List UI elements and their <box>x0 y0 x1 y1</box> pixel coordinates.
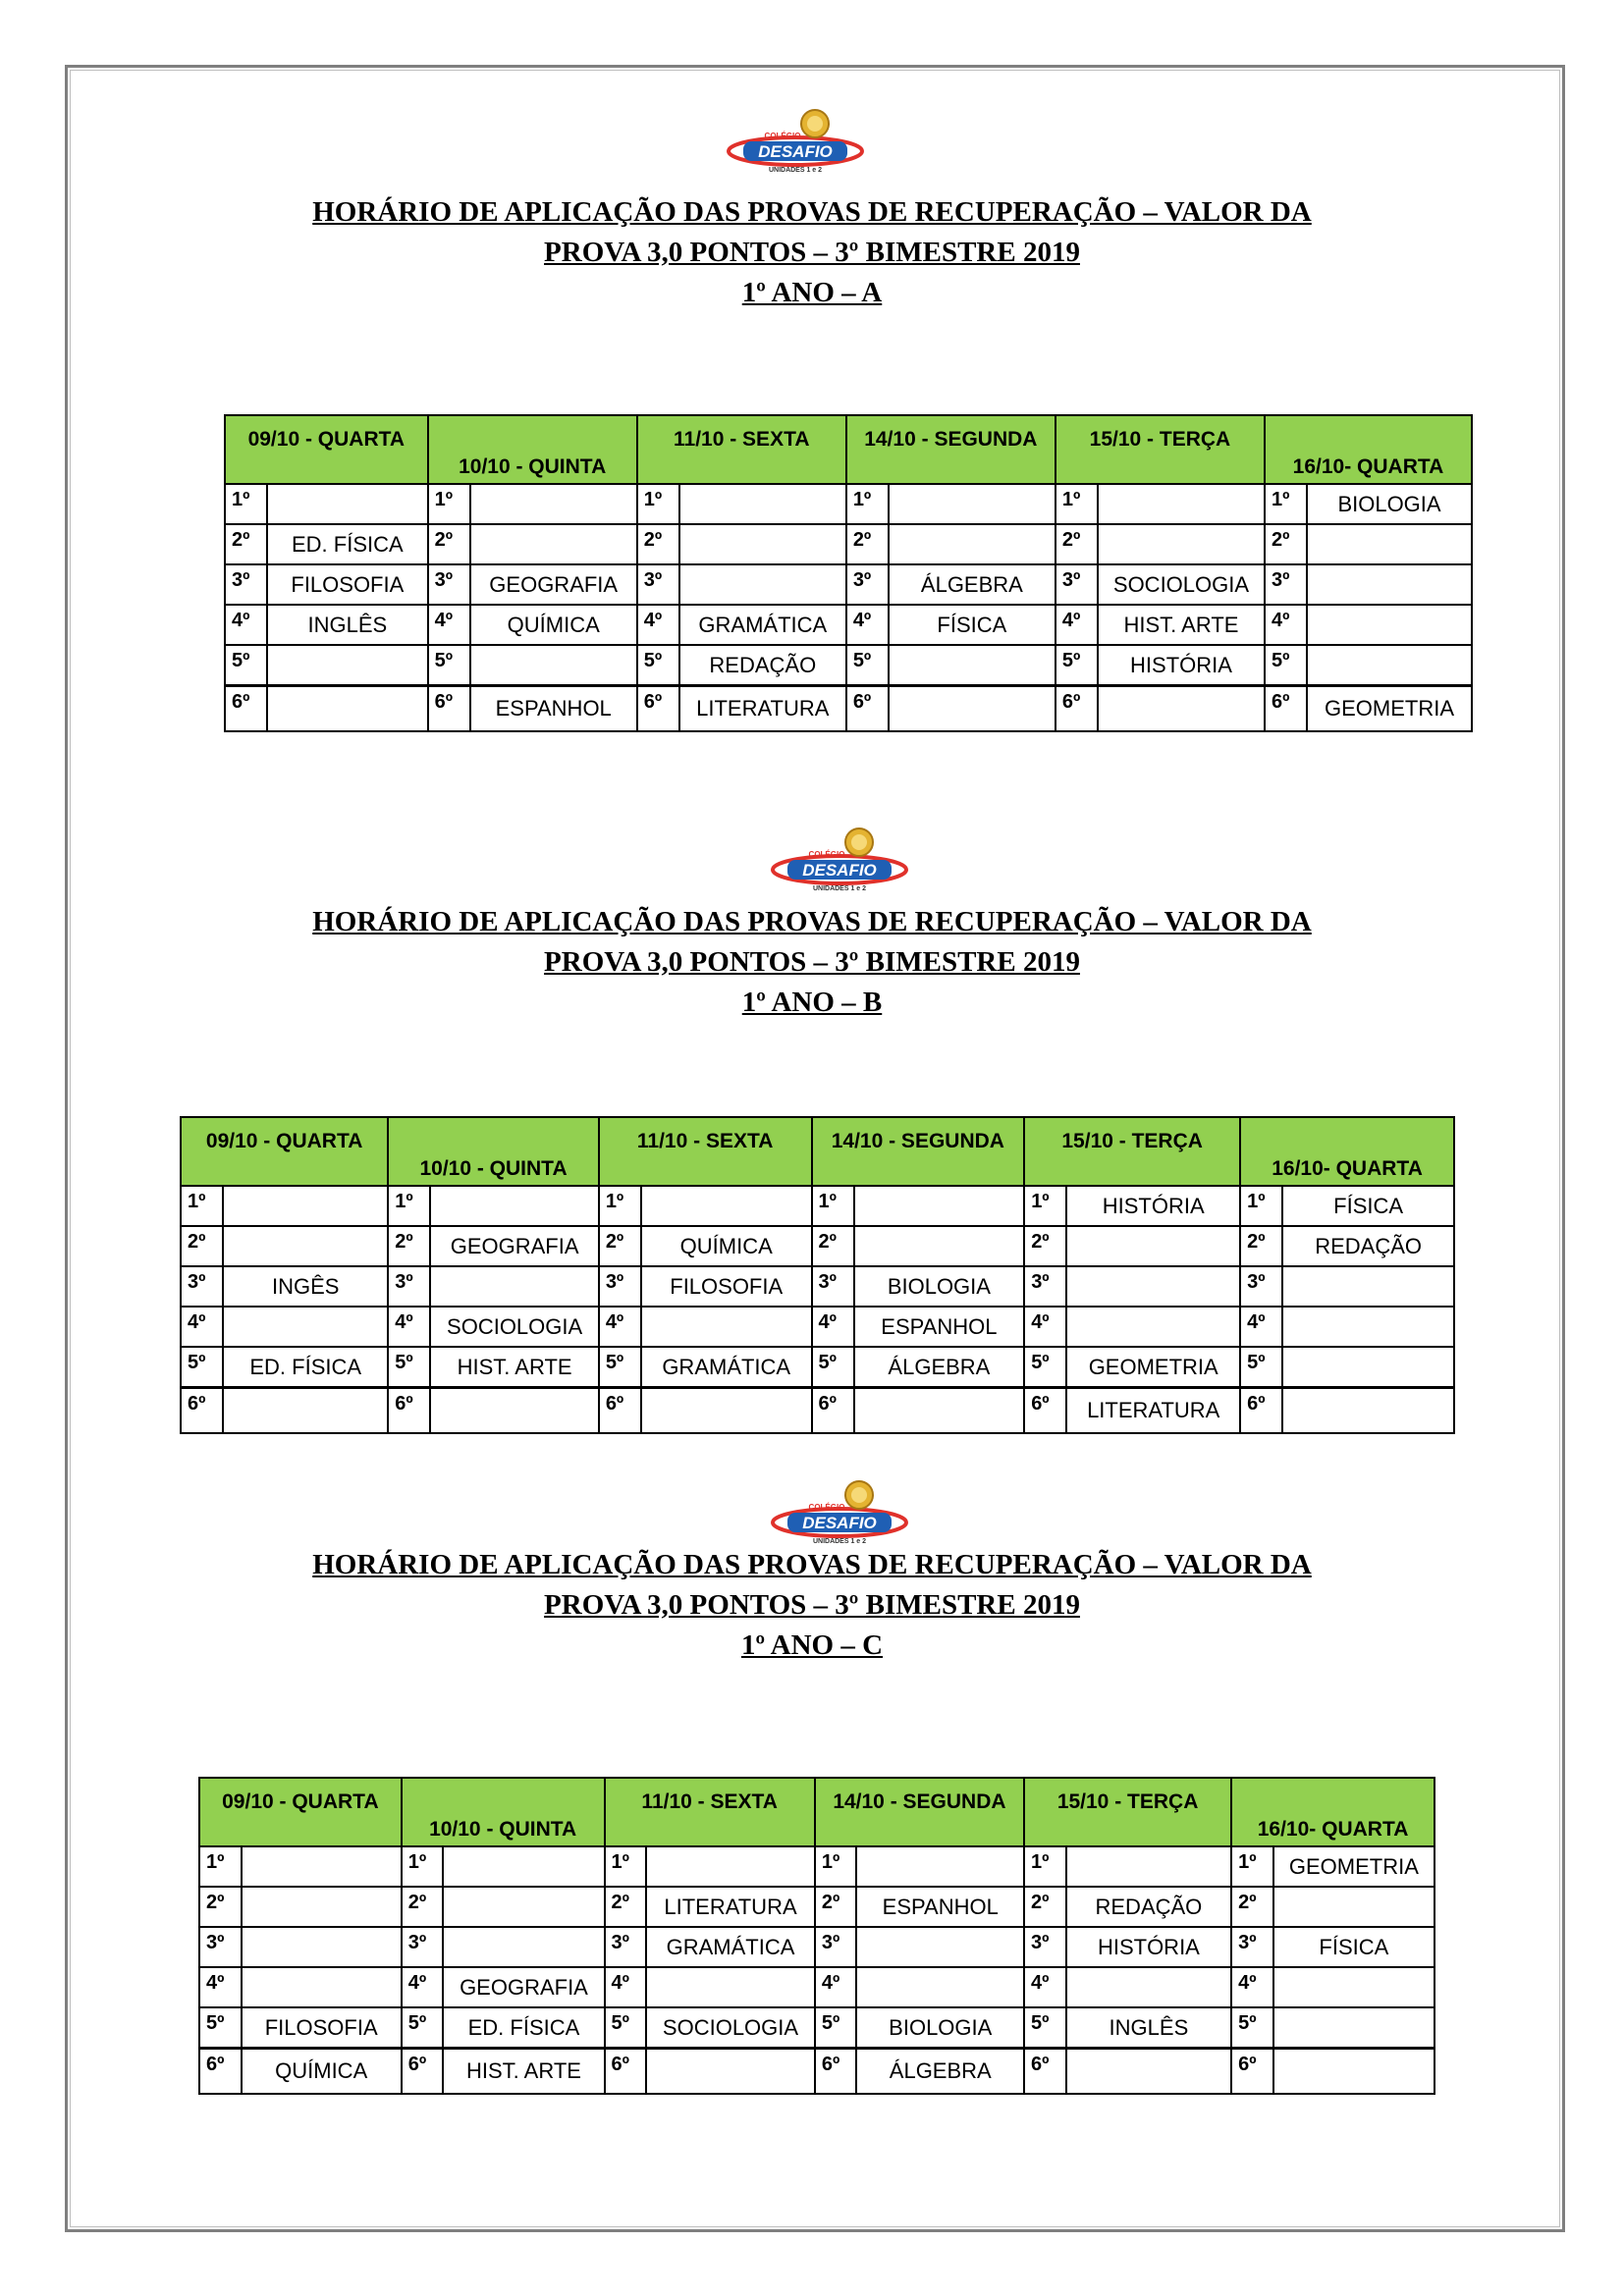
subject-cell: ÁLGEBRA <box>854 1347 1025 1388</box>
subject-cell: REDAÇÃO <box>1282 1226 1454 1266</box>
subject-cell <box>1307 524 1472 564</box>
subject-cell <box>889 484 1056 524</box>
period-number: 1º <box>846 484 889 524</box>
title-line-2: PROVA 3,0 PONTOS – 3º BIMESTRE 2019 <box>544 946 1080 978</box>
logo-brand-text: DESAFIO <box>802 1514 877 1532</box>
period-number: 1º <box>599 1186 641 1226</box>
day-header: 11/10 - SEXTA <box>637 415 846 484</box>
subject-cell <box>267 484 428 524</box>
day-header: 11/10 - SEXTA <box>605 1778 815 1846</box>
subject-cell <box>443 1887 604 1927</box>
subject-cell <box>1098 484 1265 524</box>
period-number: 1º <box>1240 1186 1282 1226</box>
table-row <box>181 1347 1454 1388</box>
period-number: 5º <box>428 645 470 686</box>
subject-cell <box>1282 1388 1454 1434</box>
period-number: 4º <box>1265 605 1307 645</box>
subject-cell <box>1282 1307 1454 1347</box>
period-number: 5º <box>637 645 679 686</box>
subject-cell: BIOLOGIA <box>856 2007 1024 2049</box>
subject-cell <box>443 1927 604 1967</box>
period-number: 1º <box>637 484 679 524</box>
subject-cell <box>856 1846 1024 1887</box>
logo-sub-text: UNIDADES 1 e 2 <box>812 885 867 892</box>
subject-cell <box>1066 1266 1240 1307</box>
subject-cell <box>889 524 1056 564</box>
subject-cell <box>1066 1307 1240 1347</box>
table-row <box>225 484 1472 524</box>
period-number: 1º <box>1056 484 1098 524</box>
subject-cell: HIST. ARTE <box>443 2049 604 2095</box>
period-number: 5º <box>1265 645 1307 686</box>
subject-cell <box>1066 1226 1240 1266</box>
period-number: 3º <box>1231 1927 1273 1967</box>
period-number: 5º <box>1024 1347 1066 1388</box>
period-number: 2º <box>225 524 267 564</box>
school-logo <box>722 106 869 175</box>
subject-cell <box>1098 686 1265 732</box>
subject-cell: HIST. ARTE <box>1098 605 1265 645</box>
table-row <box>225 564 1472 605</box>
period-number: 6º <box>225 686 267 732</box>
table-row <box>181 1186 1454 1226</box>
subject-cell: GEOMETRIA <box>1307 686 1472 732</box>
subject-cell: HISTÓRIA <box>1098 645 1265 686</box>
subject-cell: HISTÓRIA <box>1066 1927 1231 1967</box>
schedule-table-1-ano-c <box>198 1777 1435 2095</box>
subject-cell: REDAÇÃO <box>679 645 846 686</box>
period-number: 3º <box>402 1927 444 1967</box>
period-number: 5º <box>1024 2007 1066 2049</box>
class-label: 1º ANO – C <box>740 1629 884 1661</box>
period-number: 4º <box>1056 605 1098 645</box>
subject-cell <box>470 484 637 524</box>
schedule-table-1-ano-a <box>224 414 1473 732</box>
subject-cell <box>856 1967 1024 2007</box>
subject-cell <box>854 1186 1025 1226</box>
logo-sub-text: UNIDADES 1 e 2 <box>812 1538 867 1545</box>
class-label: 1º ANO – B <box>741 987 883 1018</box>
period-number: 4º <box>428 605 470 645</box>
subject-cell <box>242 1887 402 1927</box>
title-line-2: PROVA 3,0 PONTOS – 3º BIMESTRE 2019 <box>544 237 1080 268</box>
header-row <box>225 415 1472 484</box>
subject-cell <box>641 1186 812 1226</box>
subject-cell <box>223 1226 388 1266</box>
subject-cell <box>242 1927 402 1967</box>
period-number: 1º <box>812 1186 854 1226</box>
period-number: 6º <box>402 2049 444 2095</box>
period-number: 3º <box>428 564 470 605</box>
subject-cell <box>470 524 637 564</box>
period-number: 5º <box>815 2007 857 2049</box>
subject-cell <box>646 2049 815 2095</box>
subject-cell <box>679 524 846 564</box>
period-number: 6º <box>199 2049 242 2095</box>
subject-cell <box>854 1226 1025 1266</box>
period-number: 6º <box>637 686 679 732</box>
period-number: 2º <box>428 524 470 564</box>
logo-top-text: COLÉGIO <box>808 1503 845 1512</box>
subject-cell: REDAÇÃO <box>1066 1887 1231 1927</box>
period-number: 6º <box>599 1388 641 1434</box>
subject-cell: FILOSOFIA <box>641 1266 812 1307</box>
period-number: 4º <box>815 1967 857 2007</box>
period-number: 5º <box>199 2007 242 2049</box>
day-header: 10/10 - QUINTA <box>388 1117 599 1186</box>
period-number: 4º <box>1231 1967 1273 2007</box>
period-number: 5º <box>402 2007 444 2049</box>
period-number: 3º <box>1024 1927 1066 1967</box>
day-header: 10/10 - QUINTA <box>402 1778 605 1846</box>
period-number: 3º <box>637 564 679 605</box>
subject-cell <box>223 1186 388 1226</box>
subject-cell: ÁLGEBRA <box>889 564 1056 605</box>
subject-cell: LITERATURA <box>1066 1388 1240 1434</box>
period-number: 6º <box>428 686 470 732</box>
subject-cell: ESPANHOL <box>856 1887 1024 1927</box>
class-label: 1º ANO – A <box>741 277 883 308</box>
period-number: 6º <box>388 1388 430 1434</box>
period-number: 3º <box>1240 1266 1282 1307</box>
period-number: 1º <box>428 484 470 524</box>
header-row <box>181 1117 1454 1186</box>
period-number: 6º <box>1024 2049 1066 2095</box>
period-number: 4º <box>637 605 679 645</box>
period-number: 5º <box>1240 1347 1282 1388</box>
logo-top-text: COLÉGIO <box>764 132 801 140</box>
period-number: 5º <box>812 1347 854 1388</box>
day-header: 14/10 - SEGUNDA <box>846 415 1056 484</box>
subject-cell: LITERATURA <box>646 1887 815 1927</box>
period-number: 5º <box>846 645 889 686</box>
period-number: 5º <box>605 2007 647 2049</box>
period-number: 5º <box>599 1347 641 1388</box>
period-number: 1º <box>1024 1846 1066 1887</box>
subject-cell: GEOGRAFIA <box>443 1967 604 2007</box>
subject-cell: SOCIOLOGIA <box>430 1307 598 1347</box>
period-number: 1º <box>181 1186 223 1226</box>
table-row <box>199 1927 1435 1967</box>
period-number: 1º <box>1024 1186 1066 1226</box>
subject-cell: FÍSICA <box>889 605 1056 645</box>
period-number: 3º <box>1265 564 1307 605</box>
subject-cell <box>267 686 428 732</box>
subject-cell <box>1307 564 1472 605</box>
period-number: 2º <box>1265 524 1307 564</box>
subject-cell <box>1307 605 1472 645</box>
period-number: 6º <box>1240 1388 1282 1434</box>
subject-cell: GEOGRAFIA <box>470 564 637 605</box>
period-number: 4º <box>605 1967 647 2007</box>
school-logo <box>766 825 913 893</box>
period-number: 5º <box>225 645 267 686</box>
period-number: 6º <box>1056 686 1098 732</box>
school-logo <box>766 1477 913 1546</box>
section-c-heading <box>0 1545 1624 1666</box>
period-number: 4º <box>812 1307 854 1347</box>
period-number: 6º <box>1265 686 1307 732</box>
subject-cell: FILOSOFIA <box>242 2007 402 2049</box>
period-number: 2º <box>846 524 889 564</box>
subject-cell: SOCIOLOGIA <box>646 2007 815 2049</box>
subject-cell <box>1282 1266 1454 1307</box>
subject-cell <box>1273 1887 1435 1927</box>
period-number: 4º <box>846 605 889 645</box>
period-number: 3º <box>605 1927 647 1967</box>
period-number: 2º <box>388 1226 430 1266</box>
table-row <box>225 645 1472 686</box>
period-number: 4º <box>199 1967 242 2007</box>
subject-cell <box>1282 1347 1454 1388</box>
period-number: 6º <box>815 2049 857 2095</box>
table-row <box>199 1887 1435 1927</box>
subject-cell: GEOGRAFIA <box>430 1226 598 1266</box>
title-line-1: HORÁRIO DE APLICAÇÃO DAS PROVAS DE RECUPERAÇÃO – VALOR DA <box>312 906 1312 937</box>
subject-cell: ESPANHOL <box>854 1307 1025 1347</box>
period-number: 5º <box>181 1347 223 1388</box>
period-number: 3º <box>225 564 267 605</box>
period-number: 4º <box>388 1307 430 1347</box>
period-number: 2º <box>605 1887 647 1927</box>
subject-cell: QUÍMICA <box>242 2049 402 2095</box>
table-row <box>225 524 1472 564</box>
period-number: 1º <box>388 1186 430 1226</box>
period-number: 3º <box>599 1266 641 1307</box>
subject-cell <box>646 1967 815 2007</box>
period-number: 4º <box>1240 1307 1282 1347</box>
subject-cell: GRAMÁTICA <box>646 1927 815 1967</box>
subject-cell <box>470 645 637 686</box>
table-row <box>199 2007 1435 2049</box>
day-header: 15/10 - TERÇA <box>1024 1778 1231 1846</box>
day-header: 16/10- QUARTA <box>1240 1117 1454 1186</box>
period-number: 2º <box>1056 524 1098 564</box>
day-header: 14/10 - SEGUNDA <box>815 1778 1024 1846</box>
period-number: 4º <box>181 1307 223 1347</box>
subject-cell: FÍSICA <box>1282 1186 1454 1226</box>
subject-cell <box>223 1307 388 1347</box>
period-number: 1º <box>199 1846 242 1887</box>
subject-cell <box>267 645 428 686</box>
subject-cell <box>641 1388 812 1434</box>
table-row <box>225 605 1472 645</box>
subject-cell <box>889 645 1056 686</box>
title-line-1: HORÁRIO DE APLICAÇÃO DAS PROVAS DE RECUPERAÇÃO – VALOR DA <box>312 196 1312 228</box>
subject-cell <box>889 686 1056 732</box>
period-number: 1º <box>402 1846 444 1887</box>
subject-cell: ESPANHOL <box>470 686 637 732</box>
period-number: 3º <box>846 564 889 605</box>
period-number: 5º <box>388 1347 430 1388</box>
subject-cell <box>679 564 846 605</box>
period-number: 6º <box>181 1388 223 1434</box>
day-header: 15/10 - TERÇA <box>1024 1117 1240 1186</box>
subject-cell <box>223 1388 388 1434</box>
period-number: 2º <box>1231 1887 1273 1927</box>
period-number: 6º <box>1231 2049 1273 2095</box>
table-row <box>181 1226 1454 1266</box>
subject-cell <box>1098 524 1265 564</box>
subject-cell <box>242 1846 402 1887</box>
subject-cell <box>242 1967 402 2007</box>
period-number: 4º <box>1024 1967 1066 2007</box>
subject-cell <box>1066 2049 1231 2095</box>
subject-cell: BIOLOGIA <box>1307 484 1472 524</box>
table-row <box>199 2049 1435 2095</box>
subject-cell: GEOMETRIA <box>1273 1846 1435 1887</box>
table-row <box>199 1846 1435 1887</box>
subject-cell <box>1066 1846 1231 1887</box>
logo-sub-text: UNIDADES 1 e 2 <box>768 167 823 174</box>
period-number: 1º <box>815 1846 857 1887</box>
subject-cell <box>443 1846 604 1887</box>
period-number: 4º <box>402 1967 444 2007</box>
period-number: 3º <box>388 1266 430 1307</box>
period-number: 2º <box>815 1887 857 1927</box>
header-row <box>199 1778 1435 1846</box>
subject-cell: ED. FÍSICA <box>223 1347 388 1388</box>
period-number: 2º <box>1024 1226 1066 1266</box>
period-number: 3º <box>1024 1266 1066 1307</box>
logo-brand-text: DESAFIO <box>802 861 877 880</box>
day-header: 09/10 - QUARTA <box>225 415 428 484</box>
subject-cell: SOCIOLOGIA <box>1098 564 1265 605</box>
subject-cell <box>856 1927 1024 1967</box>
subject-cell: QUÍMICA <box>470 605 637 645</box>
section-a-heading <box>0 192 1624 313</box>
day-header: 14/10 - SEGUNDA <box>812 1117 1025 1186</box>
period-number: 2º <box>1024 1887 1066 1927</box>
subject-cell: ED. FÍSICA <box>267 524 428 564</box>
subject-cell: GRAMÁTICA <box>641 1347 812 1388</box>
section-b-heading <box>0 902 1624 1023</box>
day-header: 09/10 - QUARTA <box>199 1778 402 1846</box>
subject-cell: GEOMETRIA <box>1066 1347 1240 1388</box>
period-number: 3º <box>181 1266 223 1307</box>
title-line-2: PROVA 3,0 PONTOS – 3º BIMESTRE 2019 <box>544 1589 1080 1621</box>
table-row <box>225 686 1472 732</box>
table-row <box>199 1967 1435 2007</box>
subject-cell <box>430 1266 598 1307</box>
subject-cell: INGLÊS <box>1066 2007 1231 2049</box>
period-number: 2º <box>199 1887 242 1927</box>
period-number: 2º <box>1240 1226 1282 1266</box>
subject-cell <box>430 1388 598 1434</box>
period-number: 2º <box>637 524 679 564</box>
subject-cell: FÍSICA <box>1273 1927 1435 1967</box>
day-header: 10/10 - QUINTA <box>428 415 637 484</box>
title-line-1: HORÁRIO DE APLICAÇÃO DAS PROVAS DE RECUPERAÇÃO – VALOR DA <box>312 1549 1312 1580</box>
subject-cell: BIOLOGIA <box>854 1266 1025 1307</box>
period-number: 6º <box>605 2049 647 2095</box>
subject-cell: HISTÓRIA <box>1066 1186 1240 1226</box>
period-number: 3º <box>199 1927 242 1967</box>
day-header: 15/10 - TERÇA <box>1056 415 1265 484</box>
period-number: 1º <box>605 1846 647 1887</box>
subject-cell <box>430 1186 598 1226</box>
day-header: 16/10- QUARTA <box>1231 1778 1435 1846</box>
day-header: 16/10- QUARTA <box>1265 415 1472 484</box>
subject-cell <box>1066 1967 1231 2007</box>
period-number: 4º <box>1024 1307 1066 1347</box>
subject-cell <box>854 1388 1025 1434</box>
subject-cell <box>646 1846 815 1887</box>
day-header: 09/10 - QUARTA <box>181 1117 388 1186</box>
subject-cell <box>1307 645 1472 686</box>
period-number: 2º <box>181 1226 223 1266</box>
period-number: 2º <box>402 1887 444 1927</box>
table-row <box>181 1388 1454 1434</box>
subject-cell <box>1273 2007 1435 2049</box>
subject-cell: LITERATURA <box>679 686 846 732</box>
logo-top-text: COLÉGIO <box>808 850 845 859</box>
subject-cell: ED. FÍSICA <box>443 2007 604 2049</box>
period-number: 2º <box>599 1226 641 1266</box>
period-number: 1º <box>1231 1846 1273 1887</box>
period-number: 2º <box>812 1226 854 1266</box>
period-number: 6º <box>846 686 889 732</box>
period-number: 5º <box>1056 645 1098 686</box>
schedule-table-1-ano-b <box>180 1116 1455 1434</box>
subject-cell <box>679 484 846 524</box>
subject-cell <box>641 1307 812 1347</box>
subject-cell: FILOSOFIA <box>267 564 428 605</box>
period-number: 3º <box>815 1927 857 1967</box>
period-number: 1º <box>1265 484 1307 524</box>
period-number: 4º <box>599 1307 641 1347</box>
period-number: 6º <box>1024 1388 1066 1434</box>
table-row <box>181 1266 1454 1307</box>
subject-cell: ÁLGEBRA <box>856 2049 1024 2095</box>
subject-cell: HIST. ARTE <box>430 1347 598 1388</box>
subject-cell <box>1273 1967 1435 2007</box>
subject-cell: INGLÊS <box>267 605 428 645</box>
period-number: 3º <box>1056 564 1098 605</box>
subject-cell: GRAMÁTICA <box>679 605 846 645</box>
period-number: 5º <box>1231 2007 1273 2049</box>
period-number: 6º <box>812 1388 854 1434</box>
day-header: 11/10 - SEXTA <box>599 1117 812 1186</box>
subject-cell <box>1273 2049 1435 2095</box>
period-number: 3º <box>812 1266 854 1307</box>
period-number: 4º <box>225 605 267 645</box>
period-number: 1º <box>225 484 267 524</box>
subject-cell: INGÊS <box>223 1266 388 1307</box>
table-row <box>181 1307 1454 1347</box>
logo-brand-text: DESAFIO <box>758 142 833 161</box>
subject-cell: QUÍMICA <box>641 1226 812 1266</box>
